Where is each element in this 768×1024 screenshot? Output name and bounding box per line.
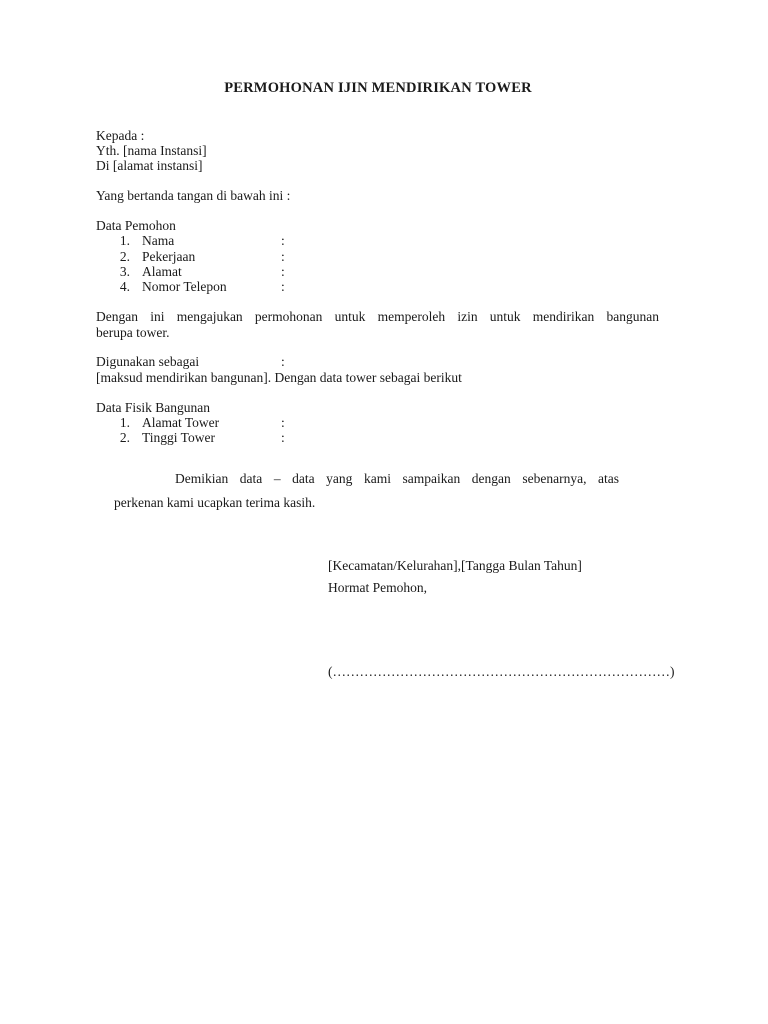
item-number: 2. [119, 430, 130, 445]
item-colon: : [281, 233, 285, 248]
usage-detail: [maksud mendirikan bangunan]. Dengan data tower sebagai berikut [96, 370, 462, 385]
item-colon: : [281, 264, 285, 279]
closing-line-2: perkenan kami ucapkan terima kasih. [114, 495, 316, 510]
physical-heading: Data Fisik Bangunan [96, 400, 210, 415]
item-number: 4. [119, 279, 130, 294]
request-line-1: Dengan ini mengajukan permohonan untuk memperoleh izin untuk mendirikan bangunan [96, 309, 659, 324]
item-number: 1. [119, 233, 130, 248]
applicant-heading: Data Pemohon [96, 218, 176, 233]
closing-line-1: Demikian data – data yang kami sampaikan dengan sebenarnya, atas [175, 471, 619, 486]
item-number: 3. [119, 264, 130, 279]
recipient-address: Di [alamat instansi] [96, 158, 203, 173]
usage-label: Digunakan sebagai [96, 354, 200, 369]
item-number: 2. [119, 249, 130, 264]
request-line-2: berupa tower. [96, 325, 170, 340]
item-number: 1. [119, 415, 130, 430]
recipient-yth: Yth. [nama Instansi] [96, 143, 207, 158]
intro-text: Yang bertanda tangan di bawah ini : [96, 188, 291, 203]
item-label: Alamat Tower [142, 415, 220, 430]
item-colon: : [281, 430, 285, 445]
recipient-kepada: Kepada : [96, 128, 145, 143]
item-colon: : [281, 279, 285, 294]
document-title: PERMOHONAN IJIN MENDIRIKAN TOWER [224, 80, 532, 96]
item-label: Nama [142, 233, 175, 248]
signature-regards: Hormat Pemohon, [328, 580, 427, 595]
usage-colon: : [281, 354, 285, 369]
item-colon: : [281, 249, 285, 264]
item-label: Nomor Telepon [142, 279, 227, 294]
signature-name-line: (…………………………………………………………………) [328, 664, 675, 679]
item-label: Alamat [142, 264, 182, 279]
signature-place-date: [Kecamatan/Kelurahan],[Tangga Bulan Tahun] [328, 558, 582, 573]
item-colon: : [281, 415, 285, 430]
item-label: Pekerjaan [142, 249, 196, 264]
item-label: Tinggi Tower [142, 430, 215, 445]
